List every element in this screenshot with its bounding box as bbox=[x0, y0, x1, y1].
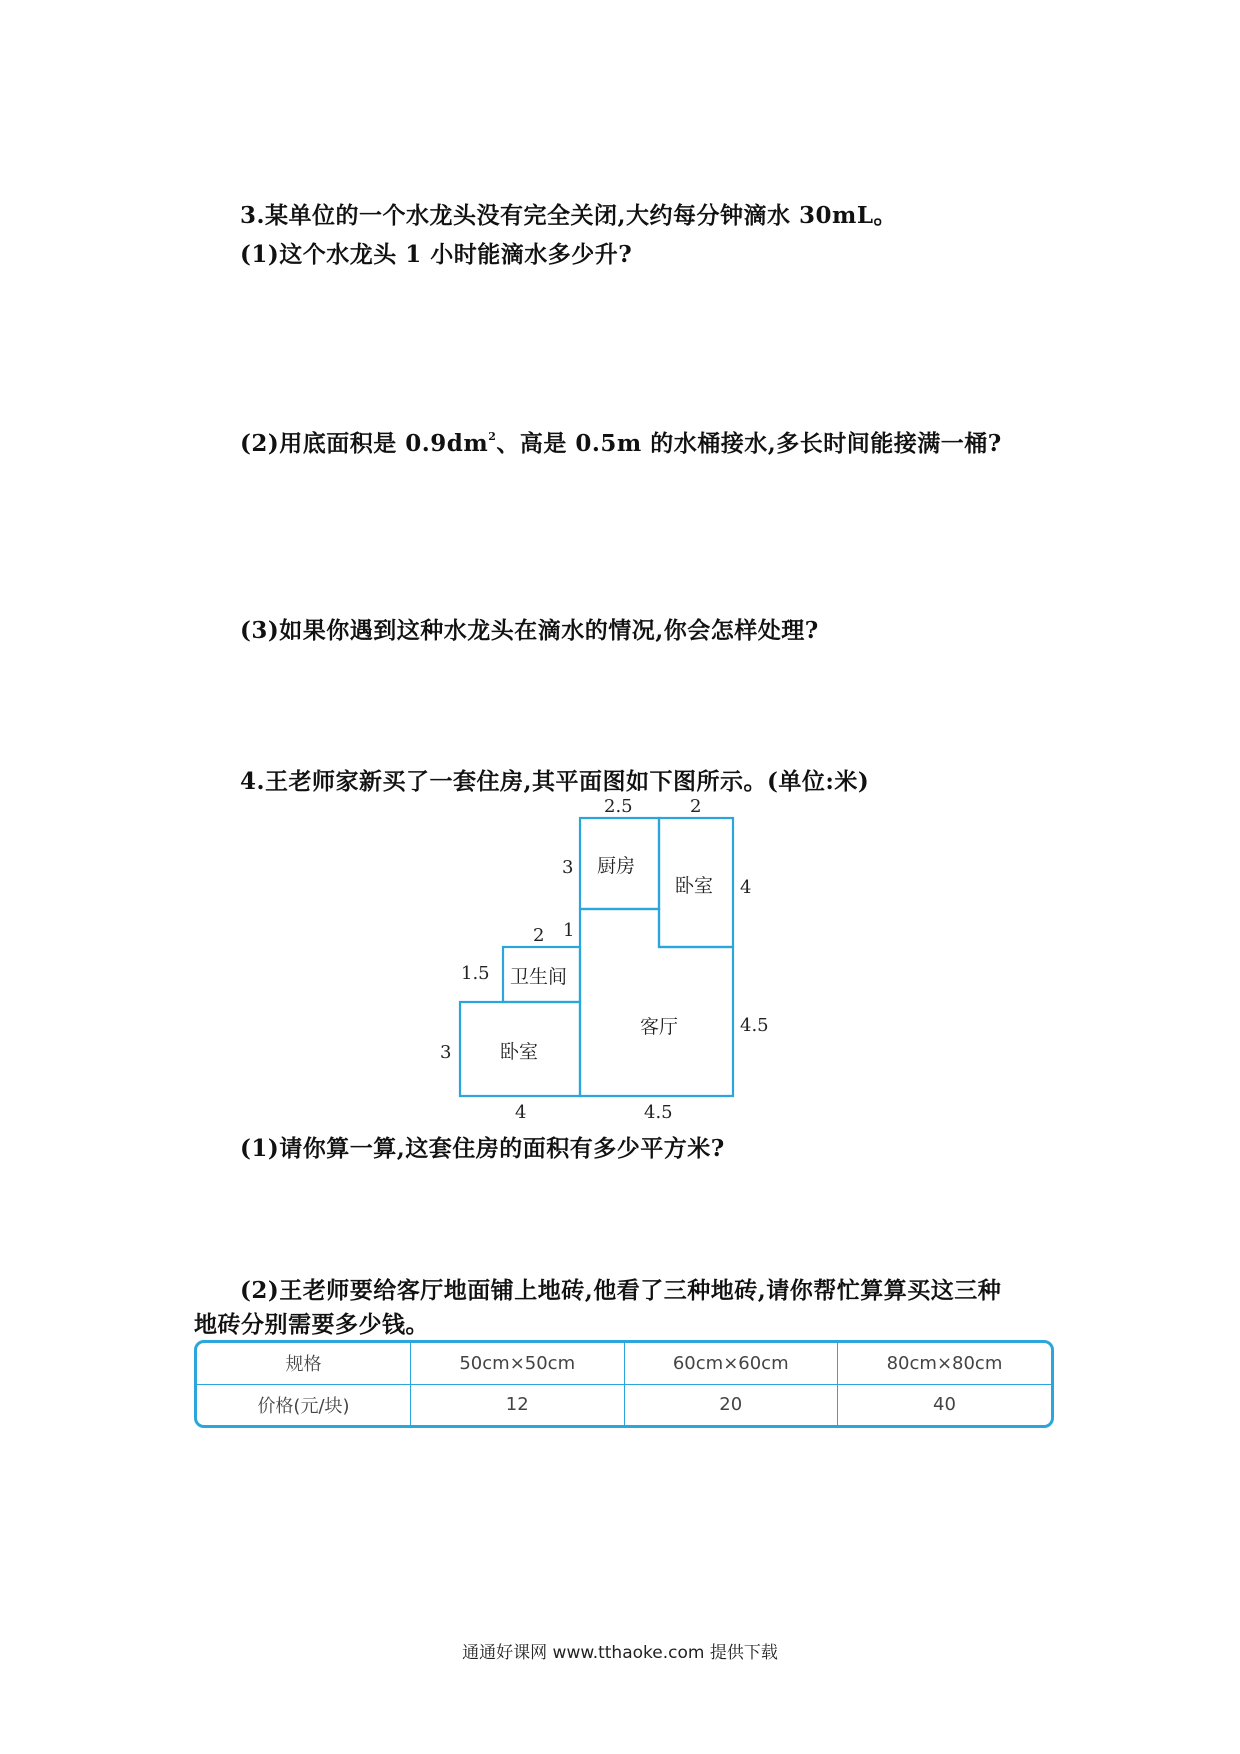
dim-bedroom-bottom-width: 4 bbox=[515, 1102, 527, 1123]
bedroom-top-room bbox=[659, 818, 733, 947]
table-cell: 60cm×60cm bbox=[624, 1343, 838, 1384]
label-living: 客厅 bbox=[640, 1016, 679, 1038]
table-cell: 40 bbox=[838, 1384, 1052, 1425]
dim-bedroom-top-height: 4 bbox=[740, 877, 752, 898]
dim-gap-height: 1 bbox=[563, 920, 575, 941]
q3-part2 bbox=[240, 425, 1002, 458]
label-bathroom: 卫生间 bbox=[510, 966, 568, 988]
dim-bathroom-width: 2 bbox=[533, 925, 545, 946]
q3-part3: (3)如果你遇到这种水龙头在滴水的情况,你会怎样处理? bbox=[240, 617, 819, 644]
label-bedroom-bottom: 卧室 bbox=[500, 1041, 539, 1063]
table-cell: 50cm×50cm bbox=[411, 1343, 625, 1384]
q3-part1: (1)这个水龙头 1 小时能滴水多少升? bbox=[240, 241, 633, 268]
table-cell: 80cm×80cm bbox=[838, 1343, 1052, 1384]
q3-title: 3.某单位的一个水龙头没有完全关闭,大约每分钟滴水 30mL。 bbox=[240, 202, 898, 229]
dim-bedroom-top-width: 2 bbox=[690, 796, 702, 817]
bedroom-bottom-room bbox=[460, 1002, 580, 1096]
table-cell: 20 bbox=[624, 1384, 838, 1425]
q4-part2-line2: 地砖分别需要多少钱。 bbox=[194, 1311, 429, 1338]
q3-part2-sup: 2 bbox=[488, 430, 497, 443]
label-kitchen: 厨房 bbox=[597, 855, 636, 877]
q3-part2-b: 、高是 0.5m 的水桶接水,多长时间能接满一桶? bbox=[496, 430, 1002, 457]
dim-living-width: 4.5 bbox=[644, 1102, 673, 1123]
kitchen-room bbox=[580, 818, 659, 909]
label-bedroom-top: 卧室 bbox=[675, 875, 714, 897]
q3-part2-a: (2)用底面积是 0.9dm bbox=[240, 430, 489, 457]
table-cell: 价格(元/块) bbox=[197, 1384, 411, 1425]
dim-kitchen-width: 2.5 bbox=[604, 796, 633, 817]
dim-bedroom-bottom-height: 3 bbox=[440, 1042, 452, 1063]
dim-living-height: 4.5 bbox=[740, 1015, 769, 1036]
living-room bbox=[580, 909, 733, 1096]
q4-title: 4.王老师家新买了一套住房,其平面图如下图所示。(单位:米) bbox=[240, 768, 870, 795]
table-row bbox=[197, 1384, 1051, 1425]
bathroom-room bbox=[503, 947, 580, 1002]
footer: 通通好课网 www.tthaoke.com 提供下载 bbox=[462, 1643, 778, 1663]
dim-kitchen-height: 3 bbox=[562, 857, 574, 878]
table-cell: 12 bbox=[411, 1384, 625, 1425]
table-header-row bbox=[197, 1343, 1051, 1384]
dim-bathroom-height: 1.5 bbox=[461, 963, 490, 984]
table-cell: 规格 bbox=[197, 1343, 411, 1384]
q4-part1: (1)请你算一算,这套住房的面积有多少平方米? bbox=[240, 1135, 725, 1162]
q4-part2-line1: (2)王老师要给客厅地面铺上地砖,他看了三种地砖,请你帮忙算算买这三种 bbox=[240, 1277, 1002, 1304]
tile-price-table bbox=[194, 1340, 1054, 1428]
